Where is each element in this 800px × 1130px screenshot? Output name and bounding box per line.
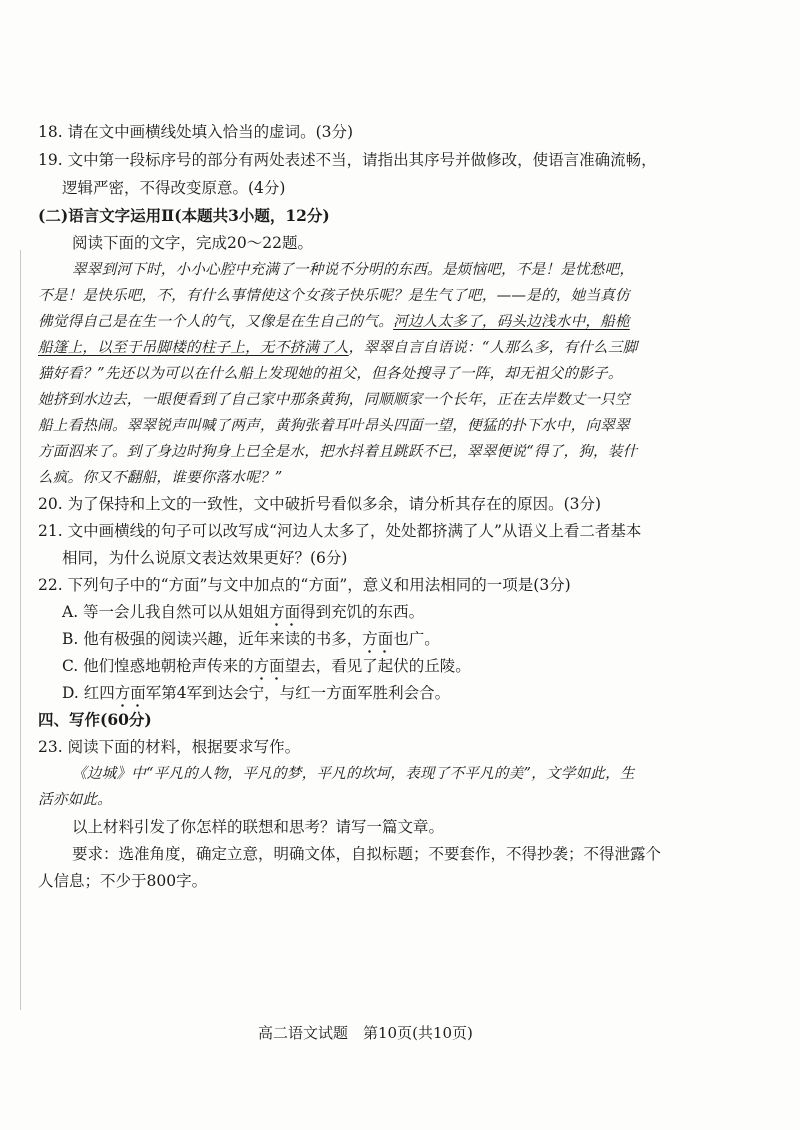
option-d-dotted-term: 方面 [114, 684, 146, 702]
option-d-after: 军第4军到达会宁，与红一方面军胜利会合。 [145, 684, 451, 702]
requirements-line-1: 要求：选准角度，确定立意，明确文体，自拟标题；不要套作，不得抄袭；不得泄露个 [72, 845, 662, 863]
passage-line-6: 她挤到水边去，一眼便看到了自己家中那条黄狗，同顺顺家一个长年，正在去岸数丈一只空 [38, 391, 630, 408]
option-a-after: 得到充饥的东西。 [300, 603, 425, 621]
passage-line-3-text: 佛觉得自己是在生一个人的气，又像是在生自己的气。 [38, 313, 394, 330]
option-d-before: D. 红四 [62, 684, 115, 702]
passage-line-7: 船上看热闹。翠翠锐声叫喊了两声，黄狗张着耳叶昂头四面一望，便猛的扑下水中，向翠翠 [38, 417, 630, 434]
option-d [62, 683, 450, 703]
option-a-before: A. 等一会儿我自然可以从姐姐 [62, 603, 270, 621]
reading-instruction: 阅读下面的文字，完成20～22题。 [72, 234, 313, 252]
underlined-sentence-part-1: 河边人太多了，码头边浅水中，船桅 [393, 313, 630, 330]
passage-line-1: 翠翠到河下时，小小心腔中充满了一种说不分明的东西。是烦恼吧，不是！是忧愁吧， [72, 261, 635, 278]
option-b-after: 也广。 [393, 630, 440, 648]
passage-line-4-text: ，翠翠自言自语说：“人那么多，有什么三脚 [348, 339, 638, 356]
question-21-line-2: 相同，为什么说原文表达效果更好？(6分) [62, 549, 348, 567]
passage-line-4 [38, 338, 637, 358]
material-line-1: 《边城》中“平凡的人物，平凡的梦，平凡的坎坷，表现了不平凡的美”，文学如此，生 [72, 765, 635, 782]
underlined-sentence-part-2: 船篷上，以至于吊脚楼的柱子上，无不挤满了人 [38, 339, 349, 356]
section-heading-language-use-2: (二)语言文字运用Ⅱ(本题共3小题，12分) [38, 206, 330, 225]
requirements-line-2: 人信息；不少于800字。 [38, 872, 208, 890]
question-23: 23. 阅读下面的材料，根据要求写作。 [38, 738, 301, 756]
option-a-dotted-term: 方面 [269, 603, 301, 621]
question-22-stem: 22. 下列句子中的“方面”与文中加点的“方面”，意义和用法相同的一项是(3分) [38, 576, 571, 594]
page-footer: 高二语文试题 第10页(共10页) [258, 1024, 473, 1042]
option-c-before: C. 他们惶惑地朝枪声传来的 [62, 657, 254, 675]
option-b [62, 629, 440, 649]
option-c [62, 656, 471, 676]
question-21-line-1: 21. 文中画横线的句子可以改写成“河边人太多了，处处都挤满了人”从语义上看二者基本 [38, 522, 642, 540]
question-19-line-1: 19. 文中第一段标序号的部分有两处表述不当，请指出其序号并做修改，使语言准确流畅， [38, 151, 657, 169]
passage-line-9: 么疯。你又不翻船，谁要你落水呢？” [38, 469, 283, 486]
question-20: 20. 为了保持和上文的一致性，文中破折号看似多余，请分析其存在的原因。(3分) [38, 495, 602, 513]
question-18: 18. 请在文中画横线处填入恰当的虚词。(3分) [38, 123, 354, 141]
option-b-dotted-term: 方面 [362, 630, 394, 648]
option-c-after: 望去，看见了起伏的丘陵。 [284, 657, 471, 675]
question-19-line-2: 逻辑严密，不得改变原意。(4分) [62, 179, 286, 197]
option-a [62, 602, 424, 622]
passage-line-3 [38, 312, 630, 332]
option-b-before: B. 他有极强的阅读兴趣，近年来读的书多， [62, 630, 363, 648]
material-line-2: 活亦如此。 [38, 791, 112, 808]
passage-line-8: 方面泅来了。到了身边时狗身上已全是水，把水抖着且跳跃不已，翠翠便说“得了，狗，装什 [38, 443, 638, 460]
binding-edge-line [20, 250, 21, 1010]
option-c-dotted-term: 方面 [253, 657, 285, 675]
writing-prompt: 以上材料引发了你怎样的联想和思考？请写一篇文章。 [72, 818, 445, 836]
passage-line-2: 不是！是快乐吧，不，有什么事情使这个女孩子快乐呢？是生气了吧，——是的，她当真仿 [38, 287, 630, 304]
passage-line-5: 猫好看？”先还以为可以在什么船上发现她的祖父，但各处搜寻了一阵，却无祖父的影子。 [38, 365, 623, 382]
section-heading-writing: 四、写作(60分) [38, 710, 152, 729]
